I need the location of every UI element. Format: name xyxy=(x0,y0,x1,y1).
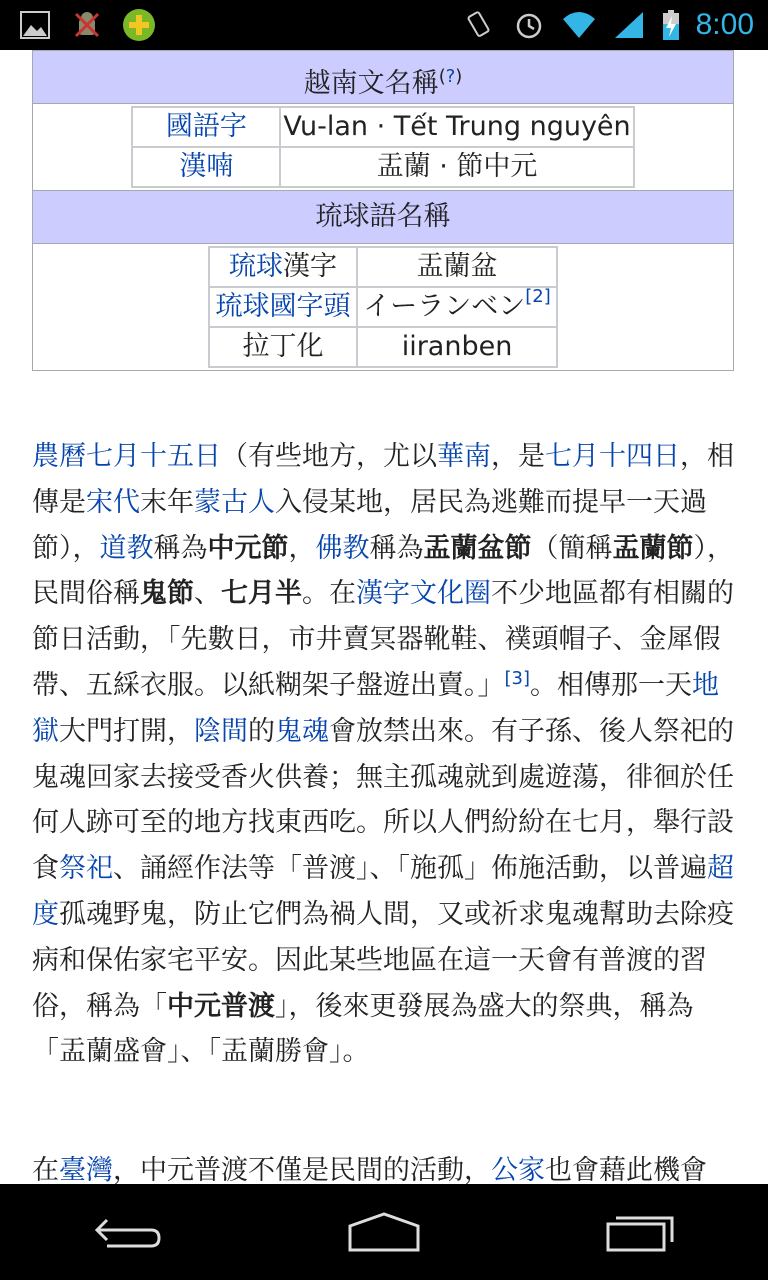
ryukyu-link[interactable]: 琉球 xyxy=(229,251,283,282)
south-china-link[interactable]: 華南 xyxy=(437,441,491,472)
signal-icon xyxy=(612,10,646,40)
add-app-icon xyxy=(122,10,156,40)
status-bar xyxy=(0,0,768,50)
sinosphere-link[interactable]: 漢字文化圈 xyxy=(356,578,491,610)
mongols-link[interactable]: 蒙古人 xyxy=(194,486,275,518)
help-link[interactable]: ? xyxy=(445,66,456,87)
navigation-bar xyxy=(0,1184,768,1280)
image-icon xyxy=(18,10,52,40)
ryukyuan-names-section xyxy=(33,244,733,370)
home-icon xyxy=(346,1210,422,1254)
vietnamese-names-table xyxy=(131,106,634,188)
ryukyuan-names-table xyxy=(208,246,558,368)
ghost-link[interactable]: 鬼魂 xyxy=(275,715,329,747)
table-row xyxy=(132,147,633,187)
sacrifice-link[interactable]: 祭祀 xyxy=(59,853,113,885)
table-row xyxy=(209,287,557,327)
lunar-july-15-link[interactable]: 農曆七月十五日 xyxy=(32,441,221,472)
song-dynasty-link[interactable]: 宋代 xyxy=(86,486,140,518)
ryukyuan-name-header: 琉球語名稱 xyxy=(33,191,733,244)
taoism-link[interactable]: 道教 xyxy=(99,532,154,564)
underworld-link[interactable]: 陰間 xyxy=(194,715,248,747)
deliverance-link[interactable]: 超度 xyxy=(32,853,734,930)
buddhism-link[interactable]: 佛教 xyxy=(315,532,370,564)
rotation-icon xyxy=(462,10,496,40)
ryukyu-kokuji-link[interactable]: 琉球國字頭 xyxy=(215,291,351,322)
table-row xyxy=(209,327,557,367)
july-14-link[interactable]: 七月十四日 xyxy=(545,441,680,472)
article-paragraph-2: 在臺灣，中元普渡不僅是民間的活動，公家也會藉此機會 xyxy=(32,1155,707,1184)
reference-2-link[interactable]: [2] xyxy=(525,286,551,307)
table-cell: イーランベン[2] xyxy=(357,287,557,327)
reference-3-link[interactable]: [3] xyxy=(504,667,530,689)
battery-charging-icon xyxy=(662,10,680,40)
infobox xyxy=(32,50,734,371)
table-cell: 盂蘭盆 xyxy=(357,247,557,287)
wifi-icon xyxy=(562,10,596,40)
table-row xyxy=(132,107,633,147)
back-icon xyxy=(93,1212,163,1252)
hell-link[interactable]: 地獄 xyxy=(32,669,719,747)
article-paragraph-1: 農曆七月十五日（有些地方，尤以華南，是七月十四日，相傳是宋代末年蒙古人入侵某地，居民為逃難而提早一天過節），道教稱為中元節，佛教稱為盂蘭盆節（簡稱盂蘭節），民間俗稱鬼節、七月半。在漢字文化圈不少地區都有相關的節日活動，「先數日，市井賣冥器靴鞋、襆頭帽子、金犀假帶、五綵衣服。以紙糊架子盤遊出賣。」[3]。相傳那一天地獄大門打開，陰間的鬼魂會放禁出來。有子孫、後人祭祀的鬼魂回家去接受香火供養；無主孤魂就到處遊蕩，徘徊於任何人跡可至的地方找東西吃。所以人們紛紛在七月，舉行設食祭祀、誦經作法等「普渡」、「施孤」佈施活動，以普遍超度孤魂野鬼，防止它們為禍人間，又或祈求鬼魂幫助去除疫病和保佑家宅平安。因此某些地區在這一天會有普渡的習俗，稱為「中元普渡」，後來更發展為盛大的祭典，稱為「盂蘭盛會」、「盂蘭勝會」。 xyxy=(32,441,734,1068)
vietnamese-names-section xyxy=(33,104,733,191)
government-link[interactable]: 公家 xyxy=(491,1155,545,1184)
article-content[interactable] xyxy=(0,50,768,1184)
taiwan-link[interactable]: 臺灣 xyxy=(59,1155,113,1184)
alarm-icon xyxy=(512,10,546,40)
back-button[interactable] xyxy=(73,1202,183,1262)
table-cell: 盂蘭 · 節中元 xyxy=(280,147,633,187)
table-cell: iiranben xyxy=(357,327,557,367)
status-time: 8:00 xyxy=(695,8,754,41)
vietnamese-name-header: 越南文名稱(?) xyxy=(33,51,733,104)
table-row: 琉球漢字 盂蘭盆 xyxy=(209,247,557,287)
table-cell: 拉丁化 xyxy=(209,327,357,367)
han-nom-link[interactable]: 漢喃 xyxy=(179,151,234,182)
table-cell: Vu-lan · Tết Trung nguyên xyxy=(280,107,633,147)
android-debug-icon xyxy=(70,10,104,40)
recent-apps-icon xyxy=(604,1210,676,1254)
home-button[interactable] xyxy=(329,1202,439,1262)
quoc-ngu-link[interactable]: 國語字 xyxy=(165,111,247,142)
recent-apps-button[interactable] xyxy=(585,1202,695,1262)
